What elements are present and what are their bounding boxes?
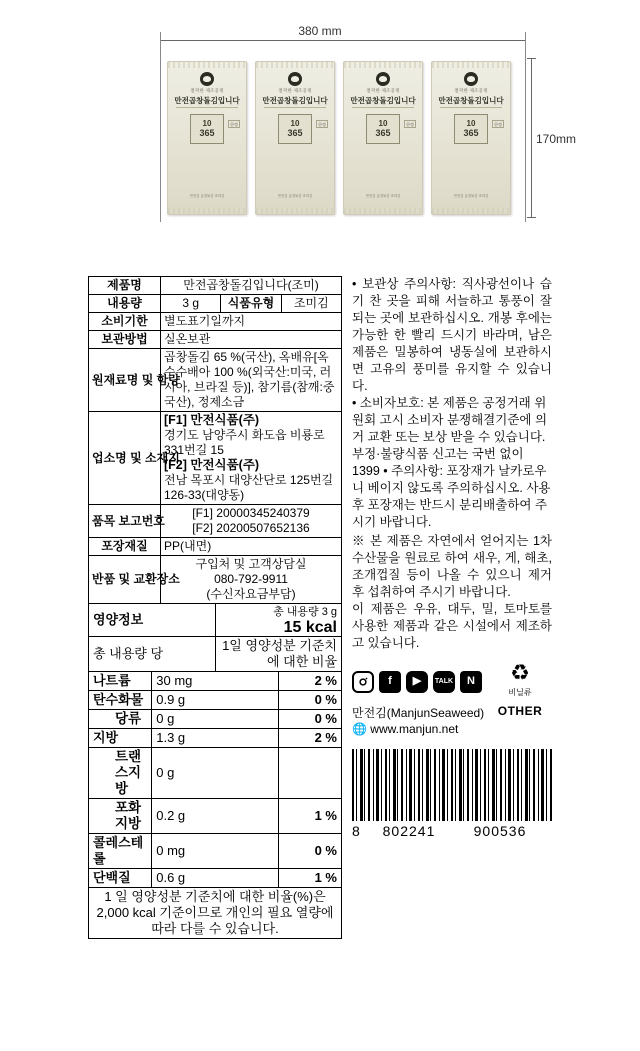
- pack-footer-text: 만전김 곱창돌김 조미김: [277, 194, 313, 198]
- row-value-business: [161, 412, 342, 505]
- facebook-icon[interactable]: f: [379, 671, 401, 693]
- nutrition-amount-sugars: 0 g: [152, 710, 279, 729]
- table-row: [89, 331, 342, 349]
- table-row: [89, 295, 342, 313]
- row-value-food-type: 조미김: [281, 295, 341, 313]
- row-header-business: 업소명 및 소재지: [89, 412, 161, 505]
- recycle-other-label: OTHER: [497, 704, 543, 718]
- nutrition-pct-sodium: 2 %: [278, 672, 341, 691]
- barcode-digits: [352, 823, 562, 840]
- dimension-height-label: 170mm: [536, 132, 577, 146]
- nutrition-pct-fat: 2 %: [278, 729, 341, 748]
- nutrition-name-sodium: 나트륨: [89, 672, 152, 691]
- pack-serrated-edge-top: [168, 62, 246, 68]
- nutrition-name-sugars: 당류: [89, 710, 152, 729]
- nutrition-pct-protein: 1 %: [278, 869, 341, 888]
- nutrition-title-row: [89, 604, 342, 637]
- nutrition-name-carbohydrate: 탄수화물: [89, 691, 152, 710]
- dimension-left-extension: [160, 32, 161, 222]
- nutrition-footnote: 1 일 영양성분 기준치에 대한 비율(%)은 2,000 kcal 기준이므로 개인의 필요 열량에 따라 다를 수 있습니다.: [89, 888, 342, 939]
- row-value-storage: 실온보관: [161, 331, 342, 349]
- pack-brand-small: 철저한 제조공정: [366, 88, 400, 93]
- table-row: [89, 505, 342, 538]
- nutrition-per-serving-label: 총 내용량 당: [89, 637, 216, 672]
- barcode-bars: [352, 749, 552, 821]
- pack-seal-top: 10: [378, 119, 388, 128]
- nutrition-amount-fat: 1.3 g: [152, 729, 279, 748]
- nutrition-row: [89, 729, 342, 748]
- nutrition-row: [89, 672, 342, 691]
- label-right-column: [342, 276, 552, 840]
- nutrition-pct-cholesterol: 0 %: [278, 834, 341, 869]
- nutrition-facts-table: [88, 603, 342, 939]
- brand-crest-icon: [288, 72, 302, 86]
- row-header-product-name: 제품명: [89, 277, 161, 295]
- nutrition-row: [89, 799, 342, 834]
- return-line-3: (수신자요금부담): [206, 587, 296, 601]
- nutrition-row: [89, 710, 342, 729]
- row-header-expiry: 소비기한: [89, 313, 161, 331]
- product-pack: [255, 61, 335, 215]
- nutrition-pct-saturated-fat: 1 %: [278, 799, 341, 834]
- return-line-1: 구입처 및 고객상담실: [195, 557, 307, 571]
- pack-brand-small: 철저한 제조공정: [278, 88, 312, 93]
- nutrition-row: [89, 869, 342, 888]
- nutrition-name-saturated-fat: 포화지방: [89, 799, 152, 834]
- barcode: [352, 749, 562, 840]
- pack-brand-main: 만전곱창돌김입니다: [262, 96, 328, 105]
- pack-seal-bottom: 365: [463, 128, 479, 138]
- return-line-2: 080-792-9911: [214, 572, 288, 586]
- label-left-column: [88, 276, 342, 939]
- report-number-2: [F2] 20200507652136: [192, 521, 310, 535]
- notice-caution: • 주의사항: 포장재가 날카로우니 베이지 않도록 주의하십시오. 사용 후 포장재는 반드시 분리배출하여 주시기 바랍니다.: [352, 464, 551, 529]
- kakaotalk-icon[interactable]: TALK: [433, 671, 455, 693]
- nutrition-pct-sugars: 0 %: [278, 710, 341, 729]
- row-header-ingredients: 원재료명 및 함량: [89, 349, 161, 412]
- row-header-report-number: 품목 보고번호: [89, 505, 161, 538]
- pack-han-badge: 한정: [492, 120, 504, 128]
- nutrition-amount-trans-fat: 0 g: [152, 748, 279, 799]
- business-2-address: 전남 목포시 대양산단로 125번길 126-33(대양동): [164, 473, 334, 502]
- pack-divider: [352, 107, 414, 108]
- dimension-height-line: [531, 58, 532, 218]
- report-number-1: [F1] 20000345240379: [192, 506, 310, 520]
- nutrition-title: 영양정보: [89, 604, 216, 637]
- pack-divider: [264, 107, 326, 108]
- barcode-group-2: 900536: [473, 823, 527, 839]
- brand-crest-icon: [200, 72, 214, 86]
- pack-seal-top: 10: [290, 119, 300, 128]
- globe-icon: 🌐: [352, 722, 367, 736]
- nutrition-amount-saturated-fat: 0.2 g: [152, 799, 279, 834]
- nutrition-row: [89, 748, 342, 799]
- barcode-group-1: 802241: [382, 823, 436, 839]
- product-pack: [343, 61, 423, 215]
- pack-serrated-edge-top: [432, 62, 510, 68]
- row-header-food-type: 식품유형: [221, 295, 281, 313]
- pack-seal-top: 10: [202, 119, 212, 128]
- row-value-return-place: [161, 556, 342, 604]
- business-1-address: 경기도 남양주시 화도읍 비룡로 331번길 15: [164, 428, 325, 457]
- pack-footer-text: 만전김 곱창돌김 조미김: [453, 194, 489, 198]
- pack-seal-bottom: 365: [375, 128, 391, 138]
- recycle-mark: [488, 662, 552, 701]
- nutrition-pct-trans-fat: [278, 748, 341, 799]
- notice-allergen-facility: 이 제품은 우유, 대두, 밀, 토마토를 사용한 제품과 같은 시설에서 제조하고 있습니다.: [352, 602, 552, 650]
- pack-han-badge: 한정: [228, 120, 240, 128]
- nutrition-pct-carbohydrate: 0 %: [278, 691, 341, 710]
- nutrition-row: [89, 834, 342, 869]
- table-row: [89, 277, 342, 295]
- table-row: [89, 412, 342, 505]
- pack-seal-top: 10: [466, 119, 476, 128]
- row-header-storage: 보관방법: [89, 331, 161, 349]
- website-text[interactable]: www.manjun.net: [370, 722, 459, 736]
- row-value-ingredients: 곱창돌김 65 %(국산), 옥배유[옥수수배아 100 %(외국산:미국, 러시아, 브라질 등)], 참기름(참깨:중국산), 정제소금: [161, 349, 342, 412]
- pack-brand-main: 만전곱창돌김입니다: [174, 96, 240, 105]
- pack-divider: [176, 107, 238, 108]
- social-media-row: [352, 662, 552, 701]
- nutrition-amount-cholesterol: 0 mg: [152, 834, 279, 869]
- pack-han-badge: 한정: [404, 120, 416, 128]
- row-header-net-weight: 내용량: [89, 295, 161, 313]
- product-photo-area: [0, 0, 640, 258]
- row-value-package-material: PP(내면): [161, 538, 342, 556]
- youtube-icon[interactable]: ▶: [406, 671, 428, 693]
- dimension-width-label: 380 mm: [298, 24, 342, 38]
- pack-seal-bottom: 365: [199, 128, 215, 138]
- table-row: [89, 538, 342, 556]
- dimension-width-line: [160, 40, 526, 41]
- nutrition-name-protein: 단백질: [89, 869, 152, 888]
- pack-brand-small: 철저한 제조공정: [454, 88, 488, 93]
- business-1-name: [F1] 만전식품(주): [164, 413, 260, 427]
- naver-icon[interactable]: N: [460, 671, 482, 693]
- table-row: [89, 349, 342, 412]
- recycle-caption: 비닐류: [508, 688, 532, 697]
- nutrition-amount-sodium: 30 mg: [152, 672, 279, 691]
- nutrition-total-kcal: 15 kcal: [283, 619, 337, 636]
- pack-serrated-edge-bottom: [168, 208, 246, 214]
- pack-serrated-edge-bottom: [344, 208, 422, 214]
- pack-brand-small: 철저한 제조공정: [190, 88, 224, 93]
- notice-natural-material: ※ 본 제품은 자연에서 얻어지는 1차 수산물을 원료로 하여 새우, 게, 해초, 조개껍질 등이 나올 수 있으니 제거 후 섭취하여 주시기 바랍니다.: [352, 534, 552, 599]
- pack-brand-main: 만전곱창돌김입니다: [438, 96, 504, 105]
- brand-name: 만전김(ManjunSeaweed): [352, 706, 485, 720]
- business-2-name: [F2] 만전식품(주): [164, 458, 260, 472]
- pack-serrated-edge-top: [344, 62, 422, 68]
- pack-divider: [440, 107, 502, 108]
- pack-serrated-edge-bottom: [432, 208, 510, 214]
- notice-storage: • 보관상 주의사항: 직사광선이나 습기 찬 곳을 피해 서늘하고 통풍이 잘 되는 곳에 보관하십시오. 개봉 후에는 가능한 한 빨리 드시기 바라며, 남은 제품은 밀봉하여 냉동실에 보관하시면 고유의 풍미를 유지할 수 있습니다.: [352, 277, 552, 393]
- nutrition-name-trans-fat: 트랜스지방: [89, 748, 152, 799]
- row-value-report-number: [161, 505, 342, 538]
- dimension-right-extension: [525, 32, 526, 222]
- pack-seal-bottom: 365: [287, 128, 303, 138]
- nutrition-label: [88, 276, 552, 939]
- nutrition-summary: [215, 604, 342, 637]
- row-value-product-name: 만전곱창돌김입니다(조미): [161, 277, 342, 295]
- pack-han-badge: 한정: [316, 120, 328, 128]
- row-value-net-weight: 3 g: [161, 295, 221, 313]
- product-info-table: [88, 276, 342, 604]
- product-pack-tray: [167, 58, 519, 218]
- nutrition-name-cholesterol: 콜레스테롤: [89, 834, 152, 869]
- table-row: [89, 556, 342, 604]
- pack-seal: [278, 114, 312, 144]
- row-value-expiry: 별도표기일까지: [161, 313, 342, 331]
- notice-consumer-protection: • 소비자보호: 본 제품은 공정거래 위원회 고시 소비자 분쟁해결기준에 의거 교환 또는 보상 받을 수 있습니다. 부정·불량식품 신고는 국번 없이 1399: [352, 396, 548, 478]
- table-row: [89, 313, 342, 331]
- pack-brand-main: 만전곱창돌김입니다: [350, 96, 416, 105]
- recycle-triangle-icon: ♻: [510, 660, 530, 685]
- pack-footer-text: 만전김 곱창돌김 조미김: [189, 194, 225, 198]
- brand-crest-icon: [376, 72, 390, 86]
- website-url: [352, 721, 488, 737]
- brand-crest-icon: [464, 72, 478, 86]
- pack-serrated-edge-top: [256, 62, 334, 68]
- pack-seal: [366, 114, 400, 144]
- nutrition-name-fat: 지방: [89, 729, 152, 748]
- pack-seal: [454, 114, 488, 144]
- instagram-icon[interactable]: [352, 671, 374, 693]
- nutrition-total-weight: 총 내용량 3 g: [273, 606, 337, 618]
- nutrition-footnote-row: [89, 888, 342, 939]
- pack-footer-text: 만전김 곱창돌김 조미김: [365, 194, 401, 198]
- nutrition-dv-label: 1일 영양성분 기준치에 대한 비율: [215, 637, 342, 672]
- nutrition-row: [89, 691, 342, 710]
- product-pack: [167, 61, 247, 215]
- nutrition-subheader-row: [89, 637, 342, 672]
- row-header-return-place: 반품 및 교환장소: [89, 556, 161, 604]
- nutrition-amount-carbohydrate: 0.9 g: [152, 691, 279, 710]
- pack-serrated-edge-bottom: [256, 208, 334, 214]
- product-pack: [431, 61, 511, 215]
- nutrition-amount-protein: 0.6 g: [152, 869, 279, 888]
- row-header-package-material: 포장재질: [89, 538, 161, 556]
- pack-seal: [190, 114, 224, 144]
- barcode-lead-digit: 8: [352, 823, 361, 839]
